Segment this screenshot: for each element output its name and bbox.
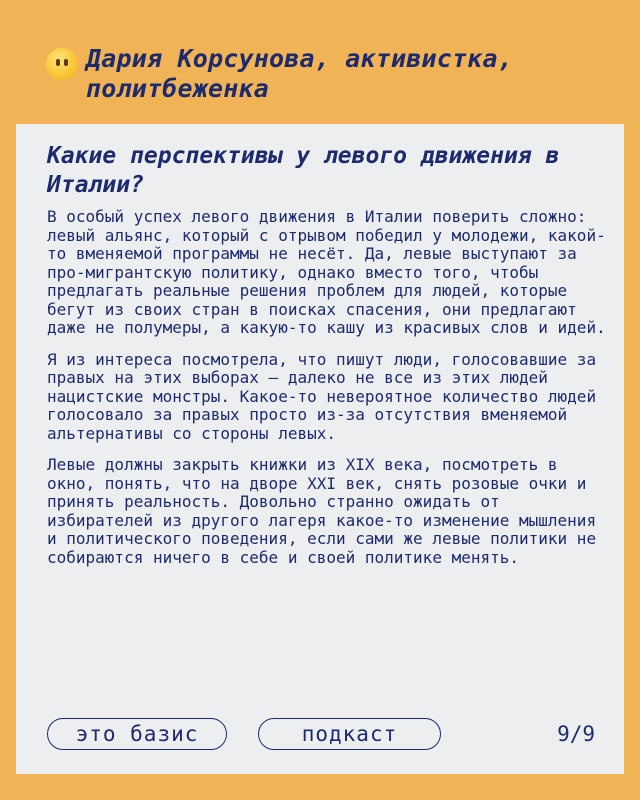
author-title: Дария Корсунова, активистка, политбеженка [86,44,514,103]
basis-button[interactable]: это базис [47,718,227,750]
header [46,44,606,104]
answer-paragraph-1: В особый успех левого движения в Италии поверить сложно: левый альянс, который с отрывом победил у молодежи, какой-то вменяемой программы не несёт. Да, левые выступают за про-мигрантскую политику, однако вместо того, чтобы предлагать реальные решения проблем для людей, которые бегут из своих стран в поисках спасения, они предлагают даже не полумеры, а какую-то кашу из красивых слов и идей. [47,207,606,337]
emoji-left-eye [56,59,60,66]
emoji-right-eye [64,59,68,66]
question-heading: Какие перспективы у левого движения в Италии? [47,143,560,198]
answer-paragraph-3: Левые должны закрыть книжки из XIX века, посмотреть в окно, понять, что на дворе XXI век, снять розовые очки и принять реальность. Довольно странно ожидать от избирателей из другого лагеря какое-то изменение мышления и политического поведения, если сами же левые политики не собираются ничего в себе и своей политике менять. [47,455,597,567]
answer-text [47,208,607,580]
podcast-button[interactable]: подкаст [258,718,441,750]
page-number: 9/9 [557,722,595,746]
answer-paragraph-2: Я из интереса посмотрела, что пишут люди, голосовавшие за правых на этих выборах — далеко не все из этих людей нацистские монстры. Какое-то невероятное количество людей голосовало за правых просто из-за отсутствия вменяемой альтернативы со стороны левых. [47,349,597,443]
neutral-face-emoji-icon [46,48,78,80]
content-card [16,124,624,774]
footer [47,718,595,754]
